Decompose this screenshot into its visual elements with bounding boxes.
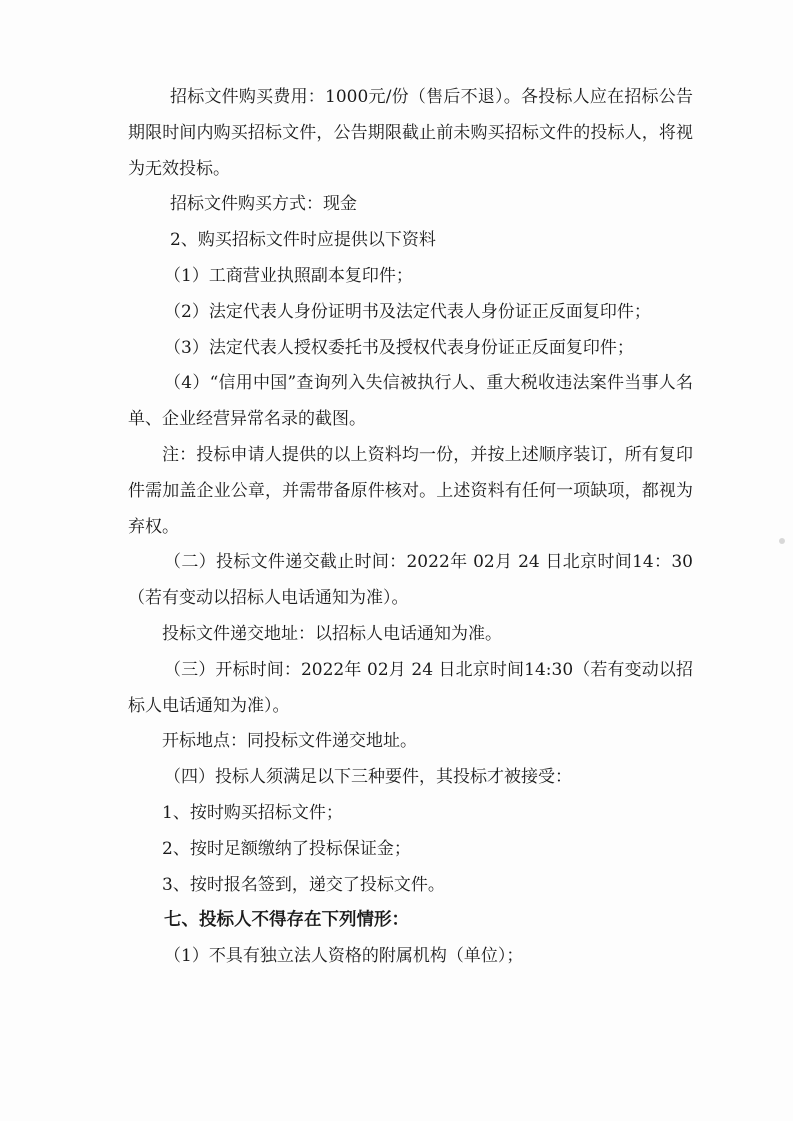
paragraph-opening-location: 开标地点：同投标文件递交地址。 xyxy=(162,731,417,752)
paragraph-submission-deadline: （二）投标文件递交截止时间：2022年 02月 24 日北京时间14：30（若有变动以招标人电话通知为准）。 xyxy=(128,552,693,609)
paragraph-note: 注：投标申请人提供的以上资料均一份，并按上述顺序装订，所有复印件需加盖企业公章，并需带备原件核对。上述资料有任何一项缺项，都视为弃权。 xyxy=(128,444,693,537)
section-heading: 七、投标人不得存在下列情形： xyxy=(164,910,409,931)
list-item-material-4: （4）“信用中国”查询列入失信被执行人、重大税收违法案件当事人名单、企业经营异常名录的截图。 xyxy=(128,373,693,430)
paragraph-requirements: （四）投标人须满足以下三种要件，其投标才被接受： xyxy=(164,767,572,788)
list-item-requirement-3: 3、按时报名签到，递交了投标文件。 xyxy=(162,874,445,895)
list-item-exclusion-1: （1）不具有独立法人资格的附属机构（单位）； xyxy=(164,946,524,967)
paragraph-submission-address: 投标文件递交地址：以招标人电话通知为准。 xyxy=(162,623,502,644)
document-body xyxy=(128,80,693,975)
list-item-requirement-1: 1、按时购买招标文件； xyxy=(162,802,343,823)
paragraph-purchase-fee: 招标文件购买费用：1000元/份（售后不退）。各投标人应在招标公告期限时间内购买招标文件，公告期限截止前未购买招标文件的投标人，将视为无效投标。 xyxy=(128,87,693,179)
list-item-requirement-2: 2、按时足额缴纳了投标保证金； xyxy=(162,838,411,859)
list-item-material-1: （1）工商营业执照副本复印件； xyxy=(164,265,413,286)
paragraph-purchase-method: 招标文件购买方式：现金 xyxy=(170,194,357,215)
paragraph-required-materials: 2、购买招标文件时应提供以下资料 xyxy=(170,230,436,251)
list-item-material-3: （3）法定代表人授权委托书及授权代表身份证正反面复印件； xyxy=(164,337,634,358)
list-item-material-2: （2）法定代表人身份证明书及法定代表人身份证正反面复印件； xyxy=(164,301,651,322)
paragraph-opening-time: （三）开标时间：2022年 02月 24 日北京时间14:30（若有变动以招标人电话通知为准）。 xyxy=(128,659,693,716)
scan-mark xyxy=(779,538,785,544)
